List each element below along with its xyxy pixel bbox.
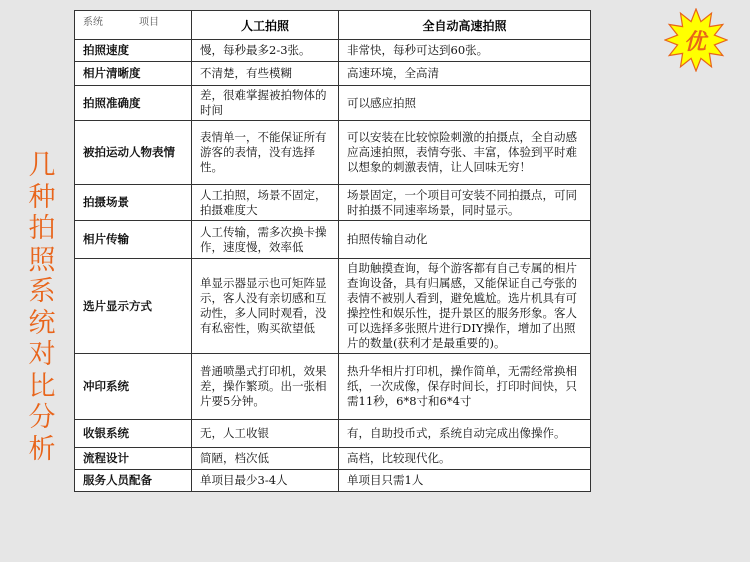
excellent-star-badge [664, 8, 728, 72]
auto-cell: 自助触摸查询，每个游客都有自己专属的相片查询设备，具有归属感，又能保证自己夸张的表情不被别人看到，避免尴尬。选片机具有可操控性和娱乐性，提升景区的服务形象。客人可以选择多张照片进行DIY操作，增加了出照片的数量(获利才是最重要的)。 [339, 259, 591, 354]
manual-cell: 单项目最少3-4人 [192, 470, 339, 492]
row-label: 相片传输 [75, 221, 192, 259]
table-row [75, 62, 591, 86]
auto-cell: 单项目只需1人 [339, 470, 591, 492]
badge-label: 优 [683, 30, 707, 55]
auto-cell: 热升华相片打印机，操作简单，无需经常换相纸，一次成像，保存时间长，打印时间快，只需11秒，6*8寸和6*4寸 [339, 354, 591, 420]
auto-cell: 可以安装在比较惊险刺激的拍摄点，全自动感应高速拍照，表情夸张、丰富，体验到平时难以想象的刺激表情，让人回味无穷！ [339, 121, 591, 185]
row-label: 服务人员配备 [75, 470, 192, 492]
corner-label-item: 项目 [139, 17, 159, 28]
table-row [75, 420, 591, 448]
table-row [75, 121, 591, 185]
auto-cell: 场景固定，一个项目可安装不同拍摄点，可同时拍摄不同速率场景，同时显示。 [339, 185, 591, 221]
manual-cell: 慢，每秒最多2-3张。 [192, 40, 339, 62]
row-label: 流程设计 [75, 448, 192, 470]
auto-cell: 有，自助投币式，系统自动完成出像操作。 [339, 420, 591, 448]
row-label: 相片清晰度 [75, 62, 192, 86]
auto-cell: 非常快，每秒可达到60张。 [339, 40, 591, 62]
manual-cell: 无，人工收银 [192, 420, 339, 448]
auto-cell: 拍照传输自动化 [339, 221, 591, 259]
table-row [75, 354, 591, 420]
column-header-auto: 全自动高速拍照 [339, 11, 591, 40]
manual-cell: 单显示器显示也可矩阵显示，客人没有亲切感和互动性，多人同时观看，没有私密性，购买欲望低 [192, 259, 339, 354]
manual-cell: 不清楚，有些模糊 [192, 62, 339, 86]
header-corner-cell [75, 11, 192, 40]
row-label: 收银系统 [75, 420, 192, 448]
auto-cell: 高速环境，全高清 [339, 62, 591, 86]
side-title: 几种拍照系统对比分析 [28, 150, 56, 465]
manual-cell: 人工拍照，场景不固定，拍摄难度大 [192, 185, 339, 221]
manual-cell: 简陋，档次低 [192, 448, 339, 470]
table-row [75, 86, 591, 121]
manual-cell: 人工传输，需多次换卡操作，速度慢，效率低 [192, 221, 339, 259]
auto-cell: 高档，比较现代化。 [339, 448, 591, 470]
auto-cell: 可以感应拍照 [339, 86, 591, 121]
row-label: 冲印系统 [75, 354, 192, 420]
table-row [75, 40, 591, 62]
table-row [75, 221, 591, 259]
row-label: 拍摄场景 [75, 185, 192, 221]
manual-cell: 差，很难掌握被拍物体的时间 [192, 86, 339, 121]
table-row [75, 470, 591, 492]
table-row [75, 259, 591, 354]
row-label: 拍照速度 [75, 40, 192, 62]
comparison-table [74, 10, 591, 492]
row-label: 选片显示方式 [75, 259, 192, 354]
manual-cell: 表情单一，不能保证所有游客的表情，没有选择性。 [192, 121, 339, 185]
manual-cell: 普通喷墨式打印机，效果差，操作繁琐。出一张相片要5分钟。 [192, 354, 339, 420]
table-row [75, 448, 591, 470]
column-header-manual: 人工拍照 [192, 11, 339, 40]
row-label: 被拍运动人物表情 [75, 121, 192, 185]
table-row [75, 185, 591, 221]
corner-label-system: 系统 [83, 17, 103, 28]
row-label: 拍照准确度 [75, 86, 192, 121]
table-header-row [75, 11, 591, 40]
